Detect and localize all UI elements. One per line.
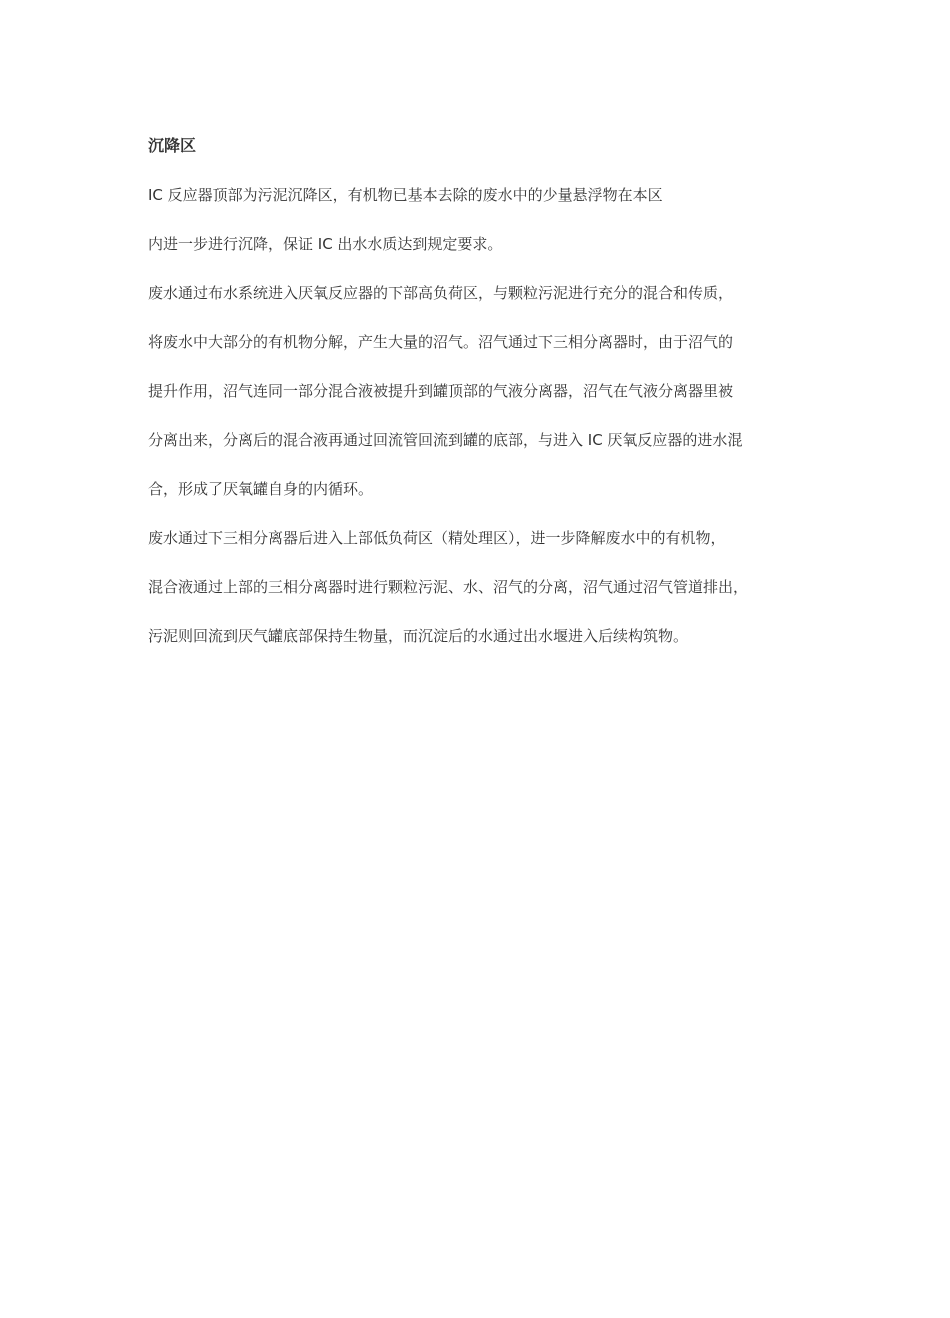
paragraph-line-7: 合，形成了厌氧罐自身的内循环。 — [148, 480, 374, 498]
paragraph-line-1: IC 反应器顶部为污泥沉降区，有机物已基本去除的废水中的少量悬浮物在本区 — [148, 186, 663, 204]
paragraph-line-4: 将废水中大部分的有机物分解，产生大量的沼气。沼气通过下三相分离器时，由于沼气的 — [148, 333, 734, 351]
paragraph-line-2: 内进一步进行沉降，保证 IC 出水水质达到规定要求。 — [148, 235, 503, 253]
section-heading: 沉降区 — [148, 136, 197, 155]
paragraph-line-6: 分离出来，分离后的混合液再通过回流管回流到罐的底部，与进入 IC 厌氧反应器的进水混 — [148, 431, 743, 449]
paragraph-line-10: 污泥则回流到厌气罐底部保持生物量，而沉淀后的水通过出水堰进入后续构筑物。 — [148, 627, 689, 645]
paragraph-line-5: 提升作用，沼气连同一部分混合液被提升到罐顶部的气液分离器，沼气在气液分离器里被 — [148, 382, 734, 400]
paragraph-line-3: 废水通过布水系统进入厌氧反应器的下部高负荷区，与颗粒污泥进行充分的混合和传质， — [148, 284, 734, 302]
paragraph-line-9: 混合液通过上部的三相分离器时进行颗粒污泥、水、沼气的分离，沼气通过沼气管道排出， — [148, 578, 749, 596]
paragraph-line-8: 废水通过下三相分离器后进入上部低负荷区（精处理区），进一步降解废水中的有机物， — [148, 529, 726, 547]
